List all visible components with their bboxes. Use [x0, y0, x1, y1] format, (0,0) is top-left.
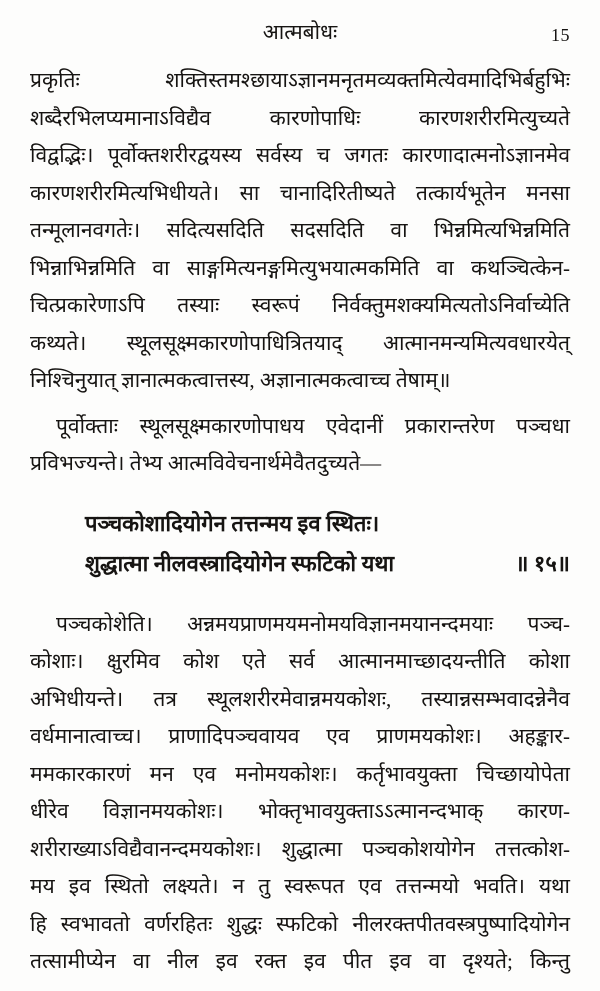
text-line: कोशाः। क्षुरमिव कोश एते सर्व आत्मानमाच्छादयन्तीति कोशा [30, 649, 570, 673]
text-line: शरीराख्याऽविद्यैवानन्दमयकोशः। शुद्धात्मा पञ्चकोशयोगेन तत्तत्कोश- [30, 836, 570, 861]
text-line: विद्वद्भिः। पूर्वोक्तशरीरद्वयस्य सर्वस्य च जगतः कारणादात्मनोऽज्ञानमेव [30, 143, 570, 167]
verse [85, 504, 570, 584]
verse-text: पञ्चकोशादियोगेन तत्तन्मय इव स्थितः। [85, 510, 380, 536]
text-line: अभिधीयन्ते। तत्र स्थूलशरीरमेवान्नमयकोशः, तस्यान्नसम्भवादन्नेनैव [30, 686, 570, 711]
text-line: धीरेव विज्ञानमयकोशः। भोक्तृभावयुक्ताऽऽत्मानन्दभाक् कारण- [30, 799, 570, 823]
text-line: ममकारकारणं मन एव मनोमयकोशः। कर्तृभावयुक्ता चिच्छायोपेता [30, 761, 570, 786]
paragraph [30, 606, 570, 981]
text-line: निश्चिनुयात् ज्ञानात्मकत्वात्तस्य, अज्ञानात्मकत्वाच्च तेषाम्॥ [30, 368, 451, 392]
text-line: भिन्नाभिन्नमिति वा साङ्गमित्यनङ्गमित्युभयात्मकमिति वा कथञ्चित्केन- [30, 255, 570, 280]
page-number: 15 [551, 25, 570, 45]
text-line: प्रविभज्यन्ते। तेभ्य आत्मविवेचनार्थमेवैतदुच्यते— [30, 451, 382, 475]
text-line: पञ्चकोशेति। अन्नमयप्राणमयमनोमयविज्ञानमयानन्दमयाः पञ्च- [56, 611, 570, 636]
verse-number: ॥ १५॥ [515, 550, 570, 576]
paragraph [30, 408, 570, 483]
text-line: वर्धमानात्वाच्च। प्राणादिपञ्चवायव एव प्राणमयकोशः। अहङ्कार- [30, 724, 570, 748]
text-line: मय इव स्थितो लक्ष्यते। न तु स्वरूपत एव तत्तन्मयो भवति। यथा [30, 874, 570, 898]
verse-line [85, 544, 570, 584]
text-line: शब्दैरभिलप्यमानाऽविद्यैव कारणोपाधिः कारणशरीरमित्युच्यते [30, 105, 570, 130]
page-content [30, 62, 570, 981]
text-line: तन्मूलानवगतेः। सदित्यसदिति सदसदिति वा भिन्नमित्यभिन्नमिति [30, 218, 570, 242]
text-line: तत्सामीप्येन वा नील इव रक्त इव पीत इव वा दृश्यते; किन्तु [30, 949, 570, 973]
page-header [30, 16, 570, 52]
text-line: पूर्वोक्ताः स्थूलसूक्ष्मकारणोपाधय एवेदानीं प्रकारान्तरेण पञ्चधा [56, 413, 570, 438]
text-line: हि स्वभावतो वर्णरहितः शुद्धः स्फटिको नीलरक्तपीतवस्त्रपुष्पादियोगेन [30, 911, 570, 936]
paragraph [30, 62, 570, 400]
text-line: प्रकृतिः शक्तिस्तमश्छायाऽज्ञानमनृतमव्यक्तमित्येवमादिभिर्बहुभिः [30, 68, 570, 92]
verse-line [85, 504, 570, 544]
text-line: चित्प्रकारेणाऽपि तस्याः स्वरूपं निर्वक्तुमशक्यमित्यतोऽनिर्वाच्येति [30, 293, 570, 317]
page-title: आत्मबोधः [262, 20, 338, 44]
verse-text: शुद्धात्मा नीलवस्त्रादियोगेन स्फटिको यथा [85, 550, 395, 576]
text-line: कारणशरीरमित्यभिधीयते। सा चानादिरितीष्यते तत्कार्यभूतेन मनसा [30, 180, 570, 205]
text-line: कथ्यते। स्थूलसूक्ष्मकारणोपाधित्रितयाद् आत्मानमन्यमित्यवधारयेत् [30, 330, 570, 355]
